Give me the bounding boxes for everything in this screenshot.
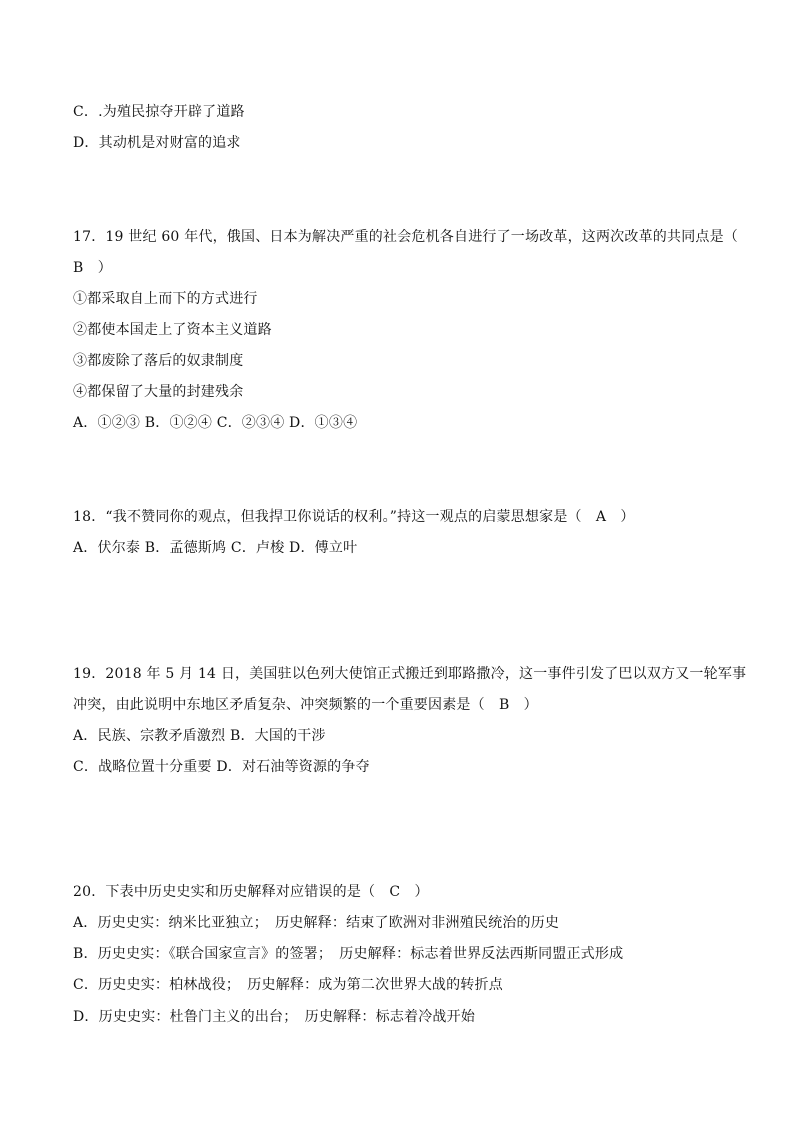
q17-item-4: ④都保留了大量的封建残余: [73, 384, 244, 400]
q19-options-line2: C．战略位置十分重要 D．对石油等资源的争夺: [73, 759, 370, 775]
q20-option-d: D．历史史实：杜鲁门主义的出台； 历史解释：标志着冷战开始: [73, 1009, 476, 1025]
q17-item-3: ③都废除了落后的奴隶制度: [73, 353, 244, 369]
q17-item-1: ①都采取自上而下的方式进行: [73, 291, 258, 307]
q18-stem: 18．“我不赞同你的观点，但我捍卫你说话的权利。”持这一观点的启蒙思想家是（ A ）: [73, 509, 635, 525]
q20-option-b: B．历史史实：《联合国家宣言》的签署； 历史解释：标志着世界反法西斯同盟正式形成: [73, 946, 624, 962]
q20-option-a: A．历史史实：纳米比亚独立； 历史解释：结束了欧洲对非洲殖民统治的历史: [73, 915, 560, 931]
q16-option-d: D．其动机是对财富的追求: [73, 135, 241, 151]
q19-stem-line1: 19．2018 年 5 月 14 日，美国驻以色列大使馆正式搬迁到耶路撒冷，这一事件引发了巴以双方又一轮军事: [73, 666, 747, 682]
q17-options: A．①②③ B．①②④ C．②③④ D．①③④: [73, 415, 358, 431]
q20-option-c: C．历史史实：柏林战役； 历史解释：成为第二次世界大战的转折点: [73, 977, 503, 993]
q17-stem-line1: 17．19 世纪 60 年代，俄国、日本为解决严重的社会危机各自进行了一场改革，这两次改革的共同点是（: [73, 229, 738, 245]
q19-options-line1: A．民族、宗教矛盾激烈 B．大国的干涉: [73, 728, 326, 744]
q20-stem: 20．下表中历史史实和历史解释对应错误的是（ C ）: [73, 884, 429, 900]
q19-stem-line2: 冲突，由此说明中东地区矛盾复杂、冲突频繁的一个重要因素是（ B ）: [73, 697, 538, 713]
q16-option-c: C．.为殖民掠夺开辟了道路: [73, 104, 245, 120]
q18-options: A．伏尔泰 B．孟德斯鸠 C．卢梭 D．傅立叶: [73, 540, 358, 556]
q17-item-2: ②都使本国走上了资本主义道路: [73, 322, 272, 338]
q17-stem-line2: B ）: [73, 260, 112, 276]
